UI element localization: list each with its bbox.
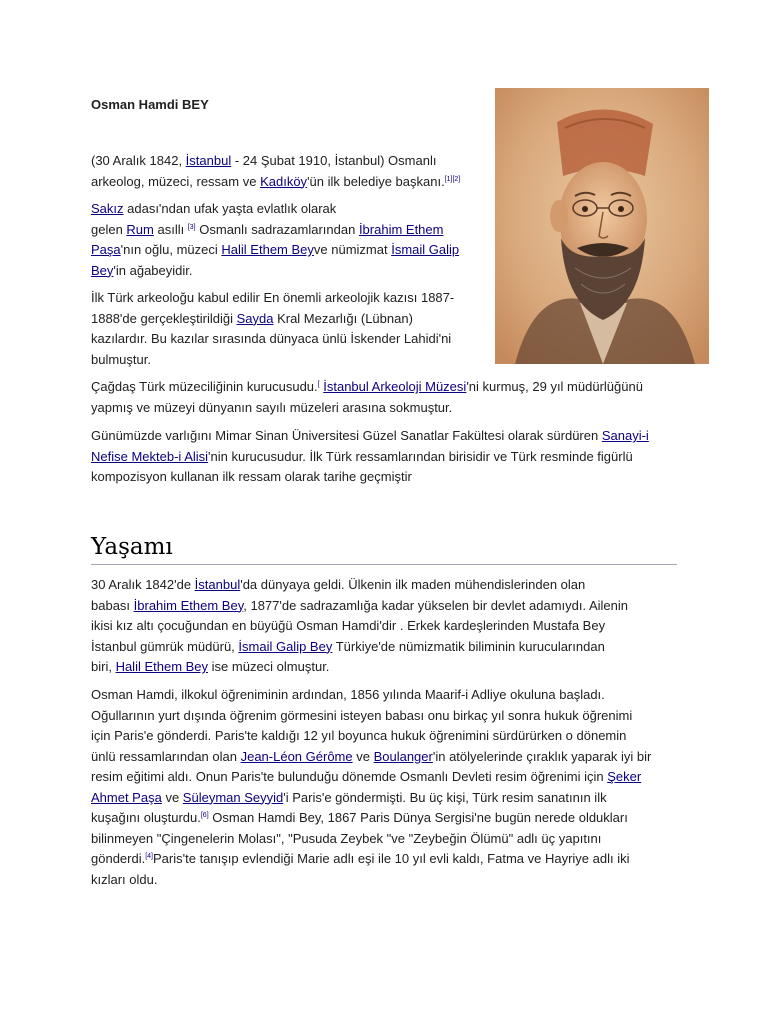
- portrait-image: [495, 88, 709, 364]
- text: 'i Paris'e göndermişti. Bu üç kişi, Türk resim sanatının ilk: [283, 789, 607, 805]
- reference-link[interactable]: [6]: [200, 812, 209, 819]
- link-ismail-galip-bey[interactable]: İsmail Galip: [391, 242, 460, 257]
- text: resim eğitimi aldı. Onun Paris'te bulunduğu dönemde Osmanlı Devleti resim öğrenimi için: [91, 769, 608, 784]
- text: 'ün ilk belediye başkanı.: [307, 173, 445, 189]
- text: 'da dünyaya geldi. Ülkenin ilk maden mühendislerinden olan: [240, 577, 586, 592]
- text: 30 Aralık 1842'de: [91, 577, 195, 592]
- section-paragraph-1: [91, 575, 681, 678]
- text: , 1877'de sadrazamlığa kadar yükselen bir devlet adamıydı. Ailenin: [243, 597, 629, 613]
- intro-paragraph-5: [91, 426, 681, 488]
- text: kuşağını oluşturdu.: [91, 810, 201, 825]
- portrait-drawing: [495, 88, 709, 364]
- text: 'in ağabeyidir.: [113, 262, 193, 278]
- link-suleyman-seyyid[interactable]: Süleyman Seyyid: [182, 789, 284, 805]
- text: İstanbul gümrük müdürü,: [91, 638, 239, 654]
- link-sanayi-i-nefise[interactable]: Nefise Mekteb-i Alisi: [91, 448, 209, 464]
- text: babası: [91, 597, 134, 613]
- text: Oğullarının yurt dışında öğrenim görmesini isteyen babası onu birkaç yıl sonra hukuk öğrenimi: [91, 707, 633, 723]
- text: Paris'te tanışıp evlendiği Marie adlı eşi ile 10 yıl evli kaldı, Fatma ve Hayriye adlı iki: [153, 851, 630, 866]
- link-sanayi-i-nefise[interactable]: Sanayi-i: [601, 428, 649, 443]
- link-ismail-galip-bey[interactable]: İsmail Galip Bey: [238, 638, 333, 654]
- text: Osmanlı sadrazamlarından: [195, 221, 359, 237]
- link-istanbul[interactable]: İstanbul: [185, 153, 232, 168]
- text: İlk Türk arkeoloğu kabul edilir En önemli arkeolojik kazısı 1887-: [91, 290, 455, 305]
- text: ve: [352, 748, 374, 764]
- link-seker-ahmet-pasa[interactable]: Ahmet Paşa: [91, 789, 162, 805]
- link-istanbul[interactable]: İstanbul: [194, 577, 241, 592]
- text: Türkiye'de nümizmatik biliminin kurucularından: [332, 638, 605, 654]
- link-jean-leon-gerome[interactable]: Jean-Léon Gérôme: [240, 748, 353, 764]
- text: (30 Aralık 1842,: [91, 153, 186, 168]
- text: gönderdi.: [91, 851, 146, 866]
- link-sayda[interactable]: Sayda: [236, 310, 274, 326]
- text: yapmış ve müzeyi dünyanın sayılı müzeleri arasına sokmuştur.: [91, 399, 453, 415]
- text: Osman Hamdi, ilkokul öğreniminin ardından, 1856 yılında Maarif-i Adliye okuluna başladı.: [91, 687, 605, 702]
- text: kazılardır. Bu kazılar sırasında dünyaca ünlü İskender Lahidi'ni: [91, 331, 452, 346]
- intro-paragraph-3: [91, 288, 454, 370]
- text: ve: [161, 789, 183, 805]
- text: kompozisyon kullanan ilk ressam olarak tarihe geçmiştir: [91, 469, 412, 484]
- text: 'ni kurmuş, 29 yıl müdürlüğünü: [466, 379, 643, 394]
- text: 1888'de gerçekleştirildiği: [91, 310, 237, 326]
- text: 'nin kurucusudur. İlk Türk ressamlarından birisidir ve Türk resminde figürlü: [208, 448, 633, 464]
- reference-link[interactable]: [1][2]: [444, 175, 461, 183]
- text: 'nın oğlu, müzeci: [120, 242, 222, 257]
- link-rum[interactable]: Rum: [126, 221, 154, 237]
- section-heading: Yaşamı: [91, 534, 677, 565]
- link-istanbul-arkeoloji-muzesi[interactable]: İstanbul Arkeoloji Müzesi: [323, 379, 467, 394]
- intro-paragraph-2: [91, 199, 459, 281]
- page-title: Osman Hamdi BEY: [91, 97, 209, 112]
- link-ismail-galip-bey[interactable]: Bey: [91, 262, 114, 278]
- reference-link[interactable]: [4]: [145, 853, 154, 860]
- text: adası'ndan ufak yaşta evlatlık olarak: [123, 201, 337, 216]
- text: arkeolog, müzeci, ressam ve: [91, 173, 261, 189]
- text: Çağdaş Türk müzeciliğinin kurucusudu.: [91, 379, 318, 394]
- text: ikisi kız altı çocuğundan en büyüğü Osman Hamdi'dir . Erkek kardeşlerinden Mustafa Bey: [91, 618, 606, 633]
- text: bulmuştur.: [91, 351, 151, 367]
- reference-link[interactable]: [: [317, 381, 320, 388]
- section-paragraph-2: [91, 685, 681, 890]
- intro-paragraph-4: [91, 377, 681, 418]
- text: Günümüzde varlığını Mimar Sinan Üniversitesi Güzel Sanatlar Fakültesi olarak sürdüren: [91, 428, 602, 443]
- link-sakiz[interactable]: Sakız: [91, 201, 124, 216]
- link-ibrahim-ethem-pasa[interactable]: Paşa: [91, 242, 121, 257]
- text: bilinmeyen "Çingenelerin Molası", "Pusuda Zeybek "ve "Zeybeğin Ölümü" adlı üç yapıtını: [91, 830, 602, 846]
- text: 'in atölyelerinde çıraklık yaparak iyi bir: [432, 748, 652, 764]
- reference-link[interactable]: [3]: [187, 223, 196, 231]
- link-ibrahim-ethem-pasa[interactable]: İbrahim Ethem: [358, 221, 444, 237]
- link-boulanger[interactable]: Boulanger: [373, 748, 433, 764]
- text: ise müzeci olmuştur.: [208, 659, 330, 674]
- text: ve nümizmat: [313, 242, 392, 257]
- link-halil-ethem-bey[interactable]: Halil Ethem Bey: [221, 242, 314, 257]
- text: için Paris'e gönderdi. Paris'te kaldığı 12 yıl boyunca hukuk öğrenimini sürdürürken o dönemin: [91, 728, 627, 743]
- link-seker-ahmet-pasa[interactable]: Şeker: [607, 769, 642, 784]
- text: kızları oldu.: [91, 871, 158, 887]
- text: - 24 Şubat 1910, İstanbul) Osmanlı: [231, 153, 437, 168]
- text: ünlü ressamlarından olan: [91, 748, 241, 764]
- text: Osman Hamdi Bey, 1867 Paris Dünya Sergisi'ne bugün nerede oldukları: [208, 810, 628, 825]
- intro-paragraph-1: [91, 151, 460, 192]
- text: gelen: [91, 221, 127, 237]
- link-kadikoy[interactable]: Kadıköy: [260, 173, 308, 189]
- text: biri,: [91, 659, 116, 674]
- text: Kral Mezarlığı (Lübnan): [273, 310, 413, 326]
- link-ibrahim-ethem-bey[interactable]: İbrahim Ethem Bey: [133, 597, 244, 613]
- text: asıllı: [153, 221, 188, 237]
- link-halil-ethem-bey[interactable]: Halil Ethem Bey: [115, 659, 209, 674]
